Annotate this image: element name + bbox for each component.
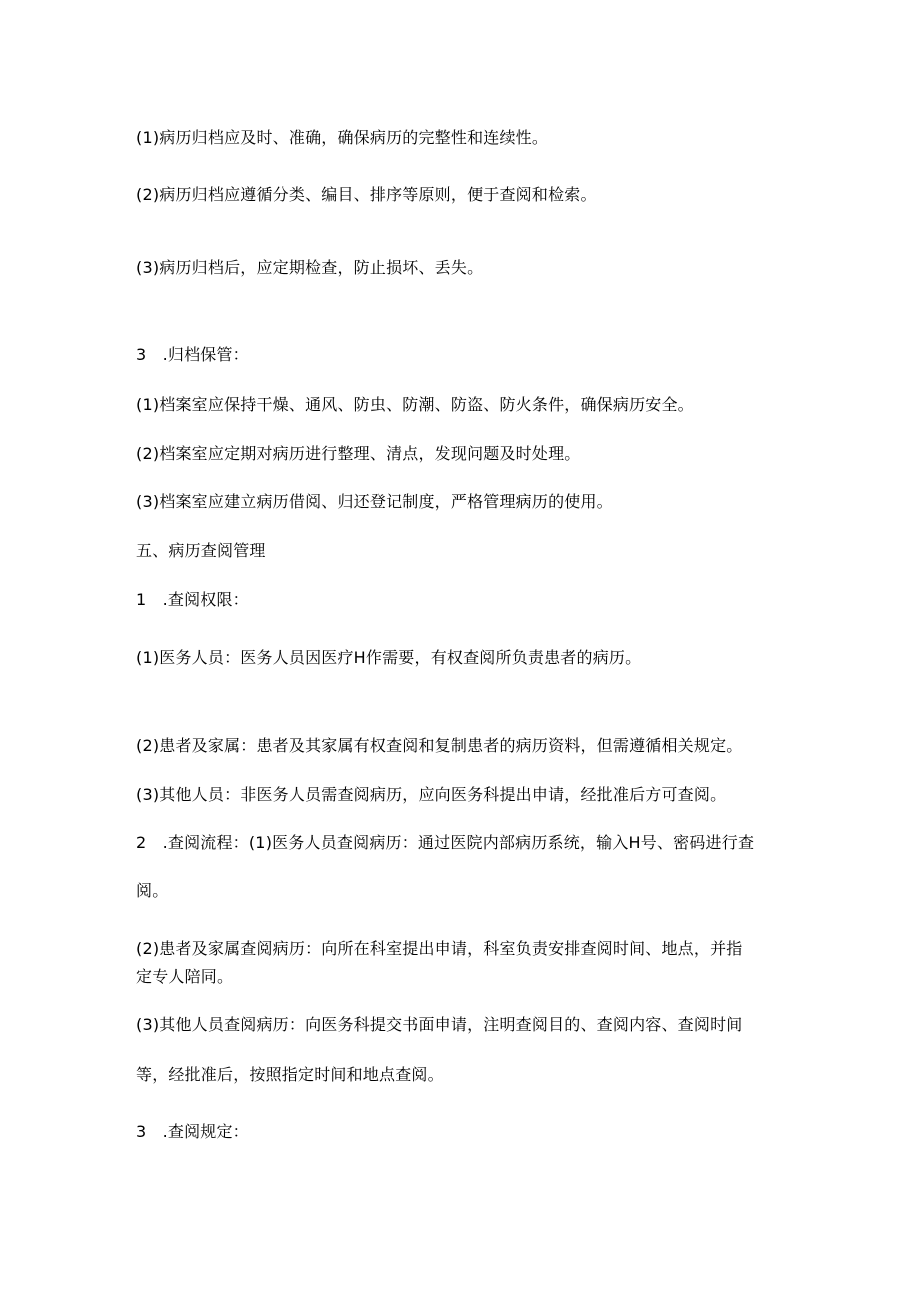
paragraph-line: (1)医务人员：医务人员因医疗H作需要，有权查阅所负责患者的病历。 <box>136 648 642 667</box>
paragraph-line: (2)档案室应定期对病历进行整理、清点，发现问题及时处理。 <box>136 444 581 463</box>
paragraph-line: (2)病历归档应遵循分类、编目、排序等原则，便于查阅和检索。 <box>136 185 597 204</box>
paragraph-line: 定专人陪同。 <box>136 967 234 986</box>
paragraph-line: (3)病历归档后，应定期检查，防止损坏、丢失。 <box>136 258 484 277</box>
paragraph-line: (1)病历归档应及时、准确，确保病历的完整性和连续性。 <box>136 128 549 147</box>
paragraph-line: 等，经批准后，按照指定时间和地点查阅。 <box>136 1065 444 1084</box>
section-heading: 2 .查阅流程：(1)医务人员查阅病历：通过医院内部病历系统，输入H号、密码进行查 <box>136 833 755 852</box>
paragraph-line: (2)患者及家属：患者及其家属有权查阅和复制患者的病历资料，但需遵循相关规定。 <box>136 736 743 755</box>
paragraph-line: 阅。 <box>136 881 169 900</box>
paragraph-line: (3)档案室应建立病历借阅、归还登记制度，严格管理病历的使用。 <box>136 492 613 511</box>
paragraph-line: (1)档案室应保持干燥、通风、防虫、防潮、防盗、防火条件，确保病历安全。 <box>136 395 694 414</box>
chapter-heading: 五、病历查阅管理 <box>136 541 266 560</box>
section-heading: 3 .归档保管： <box>136 345 249 364</box>
paragraph-line: (3)其他人员查阅病历：向医务科提交书面申请，注明查阅目的、查阅内容、查阅时间 <box>136 1015 743 1034</box>
paragraph-line: (3)其他人员：非医务人员需查阅病历，应向医务科提出申请，经批准后方可查阅。 <box>136 785 727 804</box>
section-heading: 1 .查阅权限： <box>136 590 249 609</box>
section-heading: 3 .查阅规定： <box>136 1122 249 1141</box>
paragraph-line: (2)患者及家属查阅病历：向所在科室提出申请，科室负责安排查阅时间、地点，并指 <box>136 939 743 958</box>
